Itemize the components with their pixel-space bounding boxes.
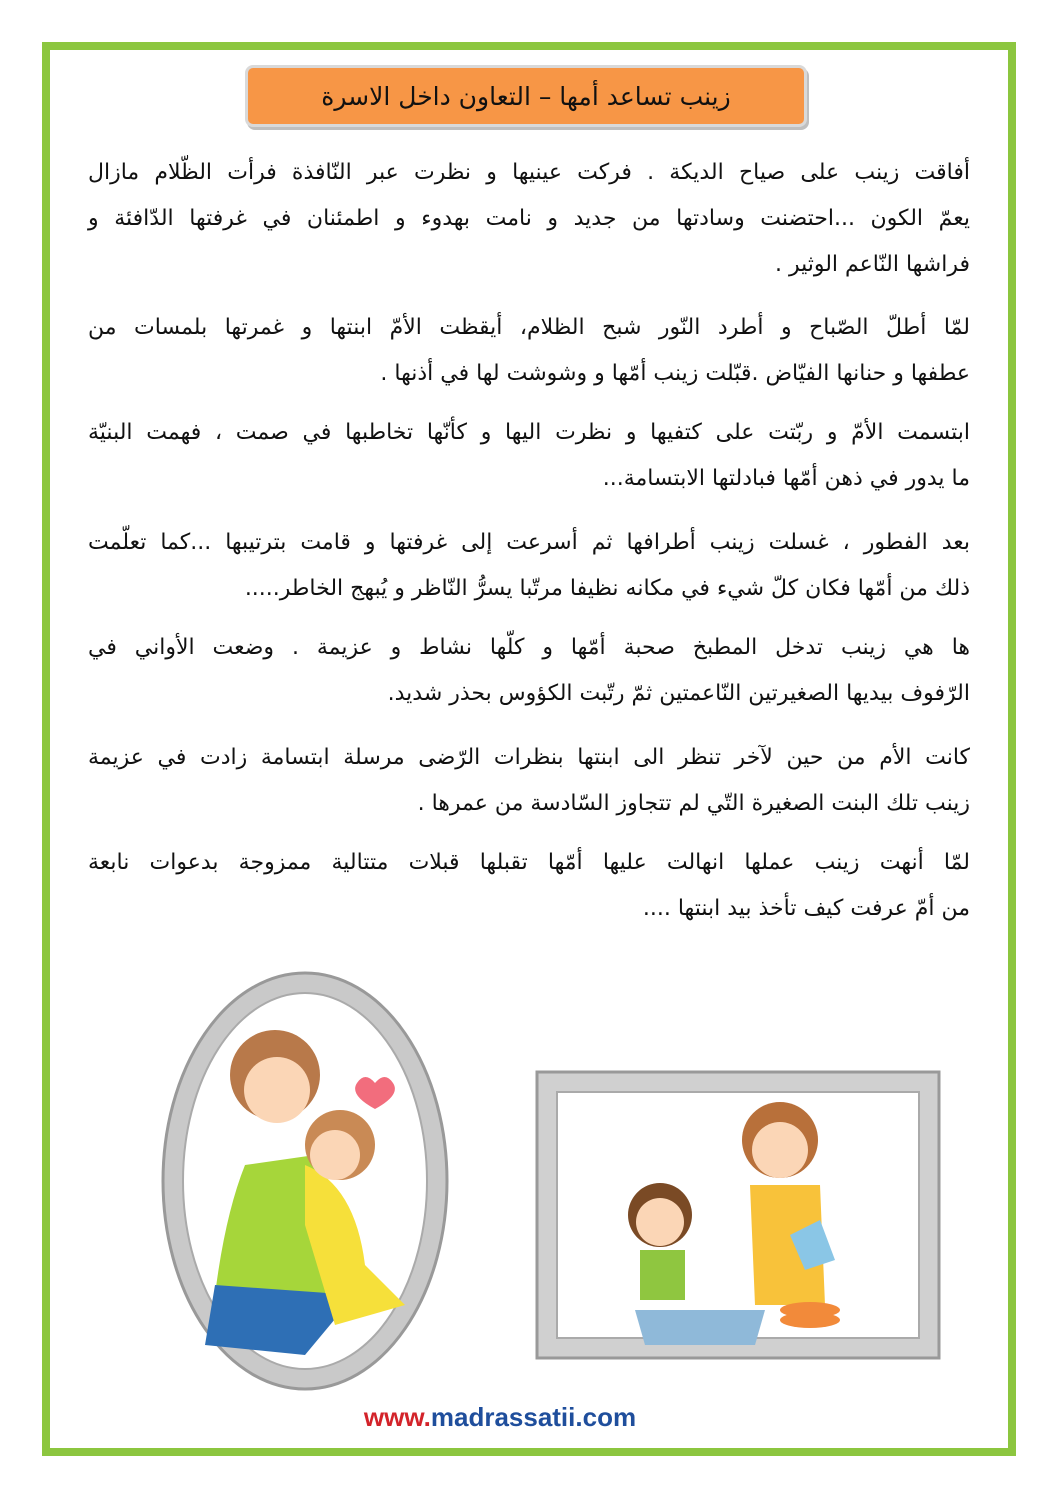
paragraph-line: لمّا أطلّ الصّباح و أطرد النّور شبح الظلام، أيقظت الأمّ ابنتها و غمرتها بلمسات من [88,315,970,340]
paragraph-line: ما يدور في ذهن أمّها فبادلتها الابتسامة... [602,466,970,491]
paragraph-line: الرّفوف بيديها الصغيرتين النّاعمتين ثمّ رتّبت الكؤوس بحذر شديد. [387,681,970,706]
story-paragraph [88,150,970,288]
paragraph-line: ابتسمت الأمّ و ربّتت على كتفيها و نظرت اليها و كأنّها تخاطبها في صمت ، فهمت البنيّة [88,420,970,445]
story-paragraph [88,625,970,717]
paragraph-line: أفاقت زينب على صياح الديكة . فركت عينيها و نظرت عبر النّافذة فرأت الظّلام مازال [88,160,970,185]
paragraph-line: عطفها و حنانها الفيّاض .قبّلت زينب أمّها و وشوشت لها في أذنها . [380,361,970,386]
paragraph-line: يعمّ الكون ...احتضنت وسادتها من جديد و نامت بهدوء و اطمئنان في غرفتها الدّافئة و [88,206,970,231]
mother-hugging-daughter-illustration [155,965,455,1397]
title-banner [245,65,807,127]
paragraph-line: لمّا أنهت زينب عملها انهالت عليها أمّها تقبلها قبلات متتالية ممزوجة بدعوات نابعة [88,850,970,875]
website-domain: madrassatii.com [430,1402,637,1432]
story-paragraph [88,840,970,932]
story-paragraph [88,305,970,397]
website-link[interactable] [340,1402,660,1433]
website-prefix: www. [363,1402,431,1432]
paragraph-line: فراشها النّاعم الوثير . [774,252,970,277]
paragraph-line: بعد الفطور ، غسلت زينب أطرافها ثم أسرعت إلى غرفتها و قامت بترتيبها ...كما تعلّمت [88,530,970,555]
paragraph-line: كانت الأم من حين لآخر تنظر الى ابنتها بنظرات الرّضى مرسلة ابتسامة زادت في عزيمة [88,745,970,770]
paragraph-line: ذلك من أمّها فكان كلّ شيء في مكانه نظيفا مرتّبا يسرُّ النّاظر و يُبهج الخاطر..... [244,576,970,601]
story-paragraph [88,735,970,827]
story-paragraph [88,520,970,612]
paragraph-line: ها هي زينب تدخل المطبخ صحبة أمّها و كلّها نشاط و عزيمة . وضعت الأواني في [88,635,970,660]
kitchen-dishwashing-illustration [535,1070,943,1362]
page-title: زينب تساعد أمها – التعاون داخل الاسرة [321,81,731,111]
story-paragraph [88,410,970,502]
paragraph-line: من أمّ عرفت كيف تأخذ بيد ابنتها .... [642,896,970,921]
paragraph-line: زينب تلك البنت الصغيرة التّي لم تتجاوز السّادسة من عمرها . [417,791,970,816]
